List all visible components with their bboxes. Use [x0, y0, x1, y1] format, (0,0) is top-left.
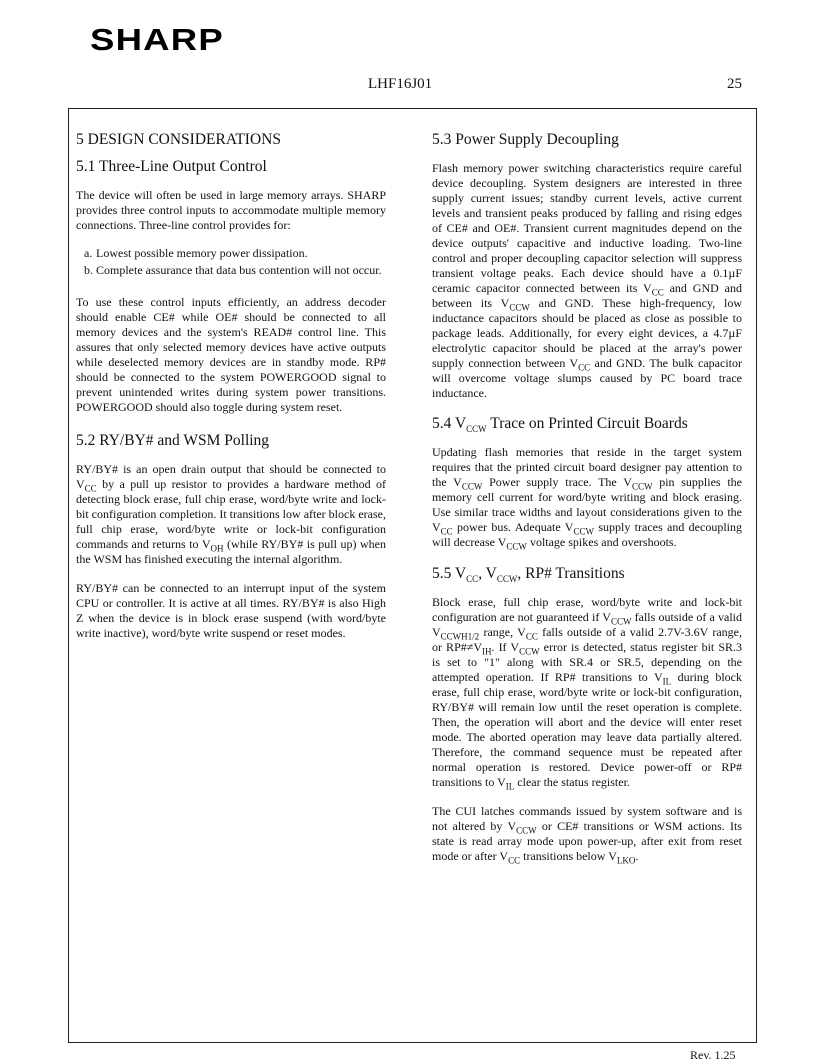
section-5-4-heading: 5.4 $V_{CCW}$ Trace on Printed Circuit Boards	[432, 415, 688, 435]
section-5-1-heading: 5.1 Three-Line Output Control	[76, 158, 267, 175]
list-item-text: Lowest possible memory power dissipation.	[96, 246, 308, 260]
page-number: 25	[727, 76, 742, 92]
left-column	[76, 130, 386, 641]
design-list	[76, 246, 386, 278]
section-5-5-paragraph-2: The CUI latches commands issued by system software and is not altered by $V_{CCW}$ or CE# transitions or WSM actions. Its state is read array mode upon power-up, after exit from reset mode or after $V_{CC}$ transitions below $V_{LKO}$.	[432, 804, 742, 866]
section-5-2-heading: 5.2 RY/BY# and WSM Polling	[76, 432, 270, 449]
right-column	[432, 130, 742, 864]
section-5-1-paragraph-2: To use these control inputs efficiently, an address decoder should enable CE# while OE# should be connected to all memory devices and the system's READ# control line. This assures that only selected memory devices have active outputs while deselected memory devices are in standby mode. RP# should be connected to the system POWERGOOD signal to prevent unintended writes during system power transitions. POWERGOOD should also toggle during system reset.	[76, 295, 386, 414]
list-item	[84, 263, 386, 278]
document-id: LHF16J01	[368, 76, 433, 92]
list-item	[84, 246, 386, 261]
section-5-heading: 5 DESIGN CONSIDERATIONS	[76, 131, 281, 148]
list-marker: b.	[84, 263, 93, 277]
section-5-5-heading: 5.5 $V_{CC}$, $V_{CCW}$, RP# Transitions	[432, 565, 625, 585]
section-5-4-paragraph: Updating flash memories that reside in the target system requires that the printed circuit board designer pay attention to the $V_{CCW}$ Power supply trace. The $V_{CCW}$ pin supplies the memory cell current for word/byte writing and block erasing. Use similar trace widths and layout considerations given to the $V_{CC}$ power bus. Adequate $V_{CCW}$ supply traces and decoupling will decrease $V_{CCW}$ voltage spikes and overshoots.	[432, 445, 743, 552]
list-marker: a.	[84, 246, 93, 260]
revision-footer: Rev. 1.25	[690, 1048, 736, 1062]
section-5-2-paragraph-2: RY/BY# can be connected to an interrupt input of the system CPU or controller. It is active at all times. RY/BY# is also High Z when the device is in block erase suspend (with word/byte write inactive), word/byte write suspend or reset modes.	[76, 581, 386, 640]
section-5-1-paragraph-1: The device will often be used in large memory arrays. SHARP provides three control inputs to accommodate multiple memory connections. Three-line control provides for:	[76, 188, 386, 232]
list-item-text: Complete assurance that data bus contention will not occur.	[96, 263, 382, 277]
section-5-2-paragraph-1: RY/BY# is an open drain output that should be connected to $V_{CC}$ by a pull up resistor to provides a hardware method of detecting block erase, full chip erase, word/byte write and lock-bit configuration completion. It transitions low after block erase, full chip erase, word/byte write or lock-bit configuration commands and returns to $V_{OH}$ (while RY/BY# is pull up) when the WSM has finished executing the internal algorithm.	[76, 462, 387, 566]
sharp-logo: SHARP	[90, 22, 224, 57]
section-5-5-paragraph-1: Block erase, full chip erase, word/byte write and lock-bit configuration are not guaranteed if $V_{CCW}$ falls outside of a valid $V_{CCWH1/2}$ range, $V_{CC}$ falls outside of a valid 2.7V-3.6V range, or $RP\#\ne V_{IH}$. If $V_{CCW}$ error is detected, status register bit SR.3 is set to "1" along with SR.4 or SR.5, depending on the attempted operation. If RP# transitions to $V_{IL}$ during block erase, full chip erase, word/byte write or lock-bit configuration, RY/BY# will remain low until the reset operation is complete. Then, the operation will abort and the device will enter reset mode. The aborted operation may leave data partially altered. Therefore, the command sequence must be repeated after normal operation is restored. Device power-off or RP# transitions to $V_{IL}$ clear the status register.	[432, 595, 743, 792]
section-5-3-heading: 5.3 Power Supply Decoupling	[432, 131, 619, 148]
section-5-3-paragraph: Flash memory power switching characteristics require careful device decoupling. System designers are interested in three supply current issues; standby current levels, active current levels and transient peaks produced by falling and rising edges of CE# and OE#. Transient current magnitudes depend on the device outputs' capacitive and inductive loading. Two-line control and proper decoupling capacitor selection will suppress transient voltage peaks. Each device should have a 0.1µF ceramic capacitor connected between its $V_{CC}$ and GND and between its $V_{CCW}$ and GND. These high-frequency, low inductance capacitors should be placed as close as possible to package leads. Additionally, for every eight devices, a 4.7µF electrolytic capacitor should be placed at the array's power supply connection between $V_{CC}$ and GND. The bulk capacitor will overcome voltage slumps caused by PC board trace inductance.	[432, 161, 743, 400]
